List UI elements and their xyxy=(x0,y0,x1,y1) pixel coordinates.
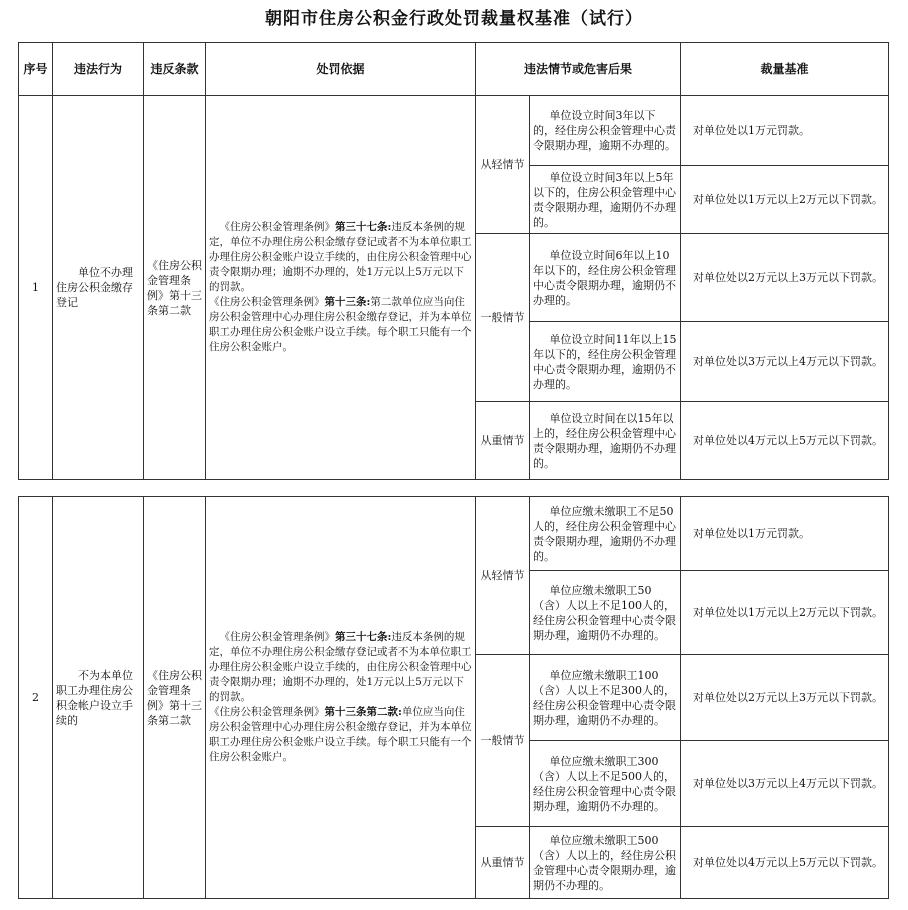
circumstance-desc: 单位设立时间在以15年以上的，经住房公积金管理中心责令限期办理，逾期仍不办理的。 xyxy=(530,402,681,480)
discretion-standard: 对单位处以1万元罚款。 xyxy=(681,96,889,166)
severity-level: 从轻情节 xyxy=(476,96,530,234)
basis-text: 违反本条例的规定，单位不办理住房公积金缴存登记或者不为本单位职工办理住房公积金账户设立手续的，由住房公积金管理中心责令限期办理；逾期不办理的，处1万元以上5万元以下的罚款。 xyxy=(209,631,472,703)
circumstance-desc: 单位设立时间3年以上5年以下的，住房公积金管理中心责令限期办理，逾期仍不办理的。 xyxy=(530,166,681,234)
circumstance-desc: 单位应缴未缴职工50（含）人以上不足100人的，经住房公积金管理中心责令限期办理，逾期仍不办理的。 xyxy=(530,571,681,655)
severity-level: 从重情节 xyxy=(476,827,530,899)
article-number: 第十三条第二款: xyxy=(324,706,402,718)
circumstance-desc: 单位设立时间6年以上10年以下的，经住房公积金管理中心责令限期办理，逾期仍不办理的。 xyxy=(530,234,681,322)
severity-level: 一般情节 xyxy=(476,234,530,402)
discretion-standard: 对单位处以1万元罚款。 xyxy=(681,497,889,571)
violation-act: 不为本单位职工办理住房公积金帐户设立手续的 xyxy=(53,497,144,899)
table-row xyxy=(19,497,889,571)
basis-text: 第二款单位应当向住房公积金管理中心办理住房公积金缴存登记，并为本单位职工办理住房公积金账户设立手续。每个职工只能有一个住房公积金账户。 xyxy=(209,296,472,353)
discretion-standard: 对单位处以4万元以上5万元以下罚款。 xyxy=(681,827,889,899)
basis-text: 《住房公积金管理条例》 xyxy=(209,296,325,308)
basis-text: 《住房公积金管理条例》 xyxy=(219,221,335,233)
header-no: 序号 xyxy=(19,43,53,96)
record-number: 2 xyxy=(19,497,53,899)
severity-level: 从轻情节 xyxy=(476,497,530,655)
violated-clause: 《住房公积金管理条例》第十三条第二款 xyxy=(144,497,206,899)
page-title: 朝阳市住房公积金行政处罚裁量权基准（试行） xyxy=(265,9,643,29)
violation-act: 单位不办理住房公积金缴存登记 xyxy=(53,96,144,480)
article-number: 第三十七条: xyxy=(335,221,392,233)
severity-level: 从重情节 xyxy=(476,402,530,480)
header-row xyxy=(19,43,889,96)
discretion-standard: 对单位处以2万元以上3万元以下罚款。 xyxy=(681,234,889,322)
header-basis: 处罚依据 xyxy=(206,43,476,96)
circumstance-desc: 单位应缴未缴职工300（含）人以上不足500人的，经住房公积金管理中心责令限期办理，逾期仍不办理的。 xyxy=(530,741,681,827)
discretion-standard: 对单位处以3万元以上4万元以下罚款。 xyxy=(681,741,889,827)
circumstance-desc: 单位应缴未缴职工500（含）人以上的，经住房公积金管理中心责令限期办理，逾期仍不办理的。 xyxy=(530,827,681,899)
discretion-standard: 对单位处以1万元以上2万元以下罚款。 xyxy=(681,571,889,655)
discretion-standard: 对单位处以3万元以上4万元以下罚款。 xyxy=(681,322,889,402)
article-number: 第十三条: xyxy=(324,296,371,308)
header-clause: 违反条款 xyxy=(144,43,206,96)
basis-text: 单位应当向住房公积金管理中心办理住房公积金缴存登记，并为本单位职工办理住房公积金账户设立手续。每个职工只能有一个住房公积金账户。 xyxy=(209,706,472,763)
header-standard: 裁量基准 xyxy=(681,43,889,96)
severity-level: 一般情节 xyxy=(476,655,530,827)
circumstance-desc: 单位应缴未缴职工不足50人的，经住房公积金管理中心责令限期办理，逾期仍不办理的。 xyxy=(530,497,681,571)
discretion-standard: 对单位处以4万元以上5万元以下罚款。 xyxy=(681,402,889,480)
basis-text: 《住房公积金管理条例》 xyxy=(219,631,335,643)
header-act: 违法行为 xyxy=(53,43,144,96)
header-circumstance: 违法情节或危害后果 xyxy=(476,43,681,96)
penalty-basis xyxy=(206,497,476,899)
basis-text: 《住房公积金管理条例》 xyxy=(209,706,325,718)
article-number: 第三十七条: xyxy=(335,631,392,643)
table-row xyxy=(19,96,889,166)
circumstance-desc: 单位应缴未缴职工100（含）人以上不足300人的，经住房公积金管理中心责令限期办理，逾期仍不办理的。 xyxy=(530,655,681,741)
basis-text: 违反本条例的规定，单位不办理住房公积金缴存登记或者不为本单位职工办理住房公积金账户设立手续的，由住房公积金管理中心责令限期办理；逾期不办理的，处1万元以上5万元以下的罚款。 xyxy=(209,221,472,293)
violated-clause: 《住房公积金管理条例》第十三条第二款 xyxy=(144,96,206,480)
penalty-table-2 xyxy=(18,496,889,899)
discretion-standard: 对单位处以2万元以上3万元以下罚款。 xyxy=(681,655,889,741)
circumstance-desc: 单位设立时间11年以上15年以下的，经住房公积金管理中心责令限期办理，逾期仍不办理的。 xyxy=(530,322,681,402)
discretion-standard: 对单位处以1万元以上2万元以下罚款。 xyxy=(681,166,889,234)
penalty-table-1 xyxy=(18,42,889,480)
record-number: 1 xyxy=(19,96,53,480)
circumstance-desc: 单位设立时间3年以下的，经住房公积金管理中心责令限期办理，逾期不办理的。 xyxy=(530,96,681,166)
penalty-basis xyxy=(206,96,476,480)
